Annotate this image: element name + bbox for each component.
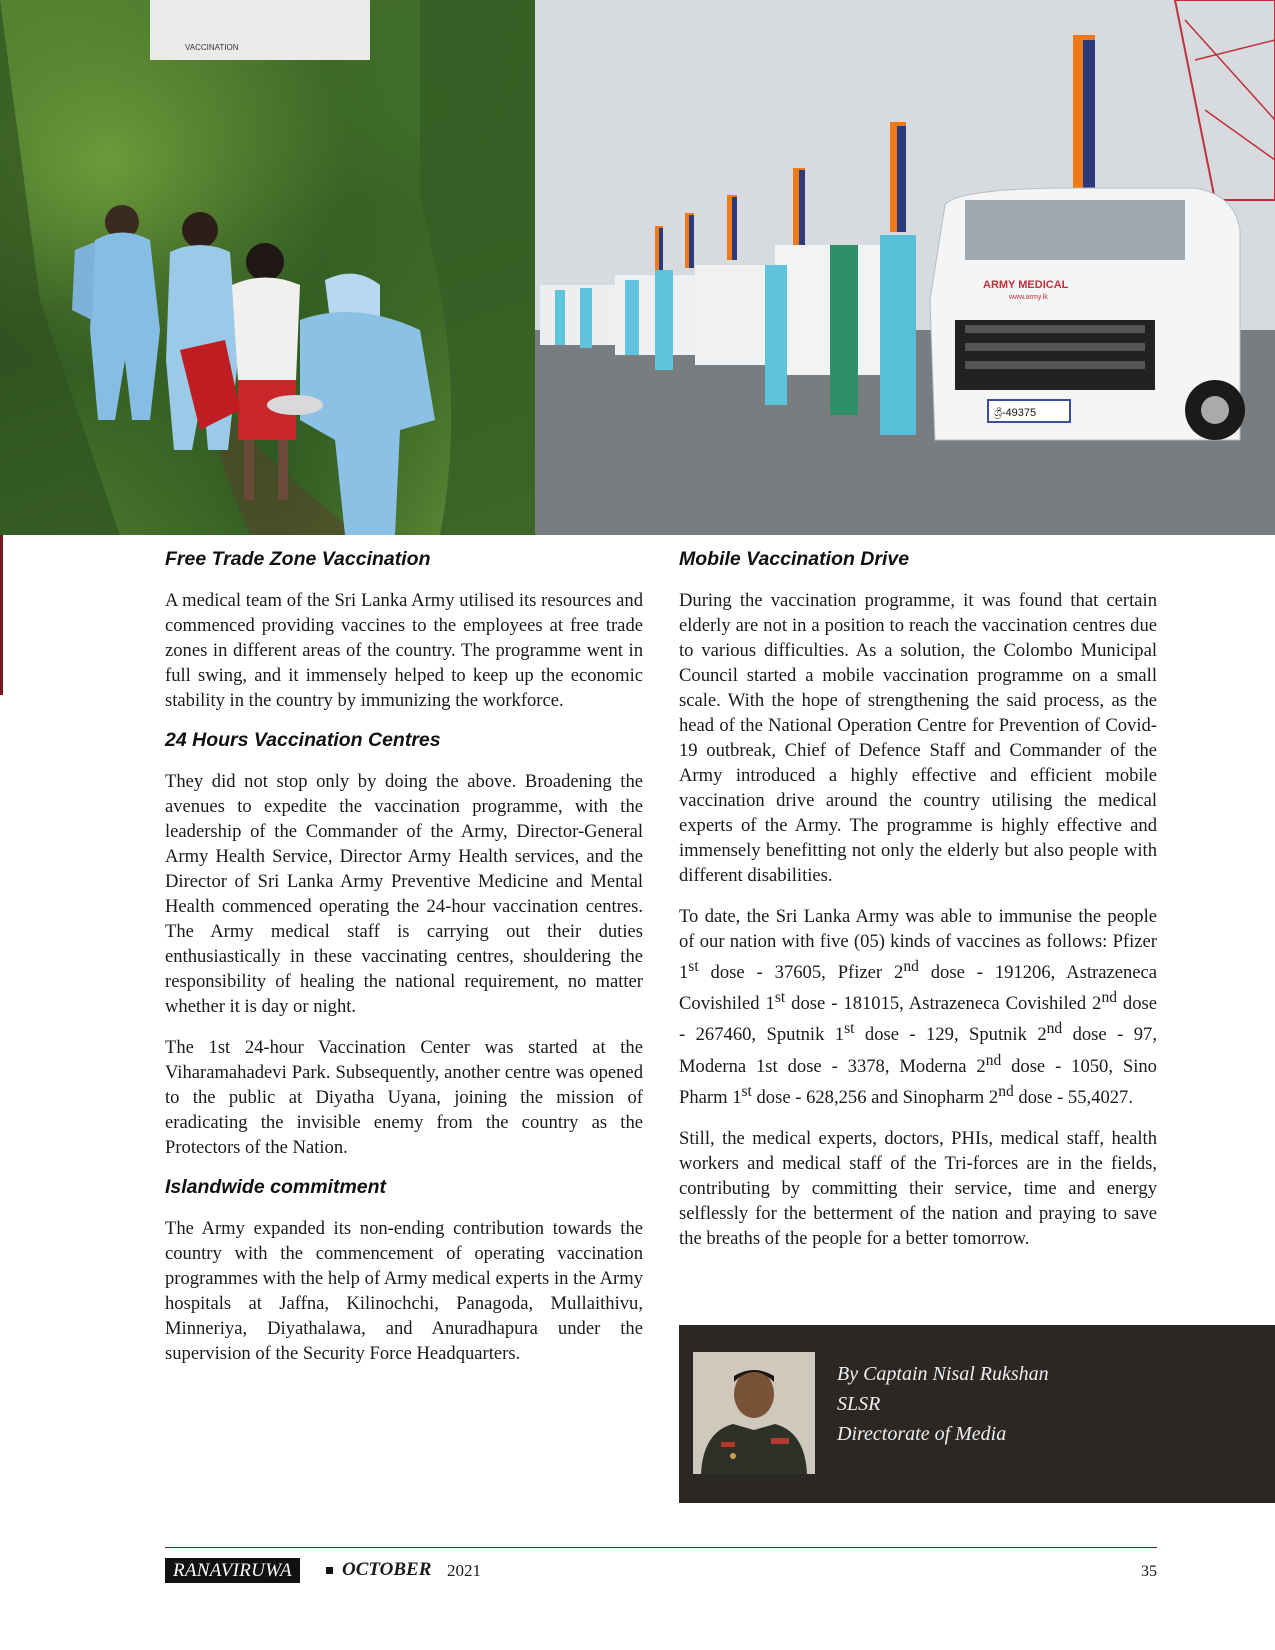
van-label: VACCINATION xyxy=(185,43,239,52)
photo-mobile-vaccination-vans xyxy=(535,0,1275,535)
author-box xyxy=(679,1325,1275,1503)
person-in-ppe-1 xyxy=(72,205,160,420)
paragraph-vaccine-doses: To date, the Sri Lanka Army was able to immunise the people of our nation with five (05) kinds of vaccines as follows: Pfizer 1st dose - 37605, Pfizer 2nd dose - 191206, Astrazeneca Covishiled 1st dose - 181015, Astrazeneca Covishiled 2nd dose - 267460, Sputnik 1st dose - 129, Sputnik 2nd dose - 97, Moderna 1st dose - 3378, Moderna 2nd dose - 1050, Sino Pharm 1st dose - 628,256 and Sinopharm 2nd dose - 55,4027. xyxy=(679,906,1158,1108)
author-name: By Captain Nisal Rukshan xyxy=(837,1363,1049,1385)
author-regiment: SLSR xyxy=(837,1393,881,1415)
main-van xyxy=(930,188,1245,440)
photo-left-illustration xyxy=(0,0,535,535)
paragraph-24-hours-1: They did not stop only by doing the above. Broadening the avenues to expedite the vaccination programme, with the leadership of the Commander of the Army, Director-General Army Health Service, Director Army Health services, and the Director of Sri Lanka Army Preventive Medicine and Mental Health commenced operating the 24-hour vaccination centres. The Army medical staff is carrying out their duties enthusiastically in these vaccinating centres, shouldering the responsibility of healing the national requirement, no matter whether it is day or night. xyxy=(165,771,643,1017)
footer-year: 2021 xyxy=(447,1561,481,1580)
left-column xyxy=(165,548,643,1382)
van-web: www.army.lk xyxy=(1009,294,1048,301)
author-portrait-icon xyxy=(693,1352,815,1474)
heading-islandwide: Islandwide commitment xyxy=(165,1176,387,1198)
paragraph-mobile-vaccination: During the vaccination programme, it was found that certain elderly are not in a position to reach the vaccination centres due to various difficulties. As a solution, the Colombo Municipal Council started a mobile vaccination programme on a small scale. With the hope of strengthening the said process, as the head of the National Operation Centre for Prevention of Covid-19 outbreak, Chief of Defence Staff and Commander of the Army introduced a highly effective and efficient mobile vaccination drive around the country utilising the medical experts of the Army. The programme is highly effective and immensely benefitting not only the elderly but also people with different disabilities. xyxy=(679,590,1157,886)
page-number: 35 xyxy=(1141,1563,1157,1580)
right-column xyxy=(679,548,1157,1267)
footer-magazine-name: RANAVIRUWA xyxy=(165,1558,300,1583)
footer-bullet-icon xyxy=(326,1567,333,1574)
footer-month: OCTOBER xyxy=(342,1559,432,1580)
paragraph-closing: Still, the medical experts, doctors, PHIs, medical staff, health workers and medical staff of the Tri-forces are in the fields, contributing by committing their service, time and energy selflessly for the betterment of the nation and praying to save the breaths of the people for a better tomorrow. xyxy=(679,1127,1157,1249)
left-margin-accent xyxy=(0,535,3,695)
van-sign: ARMY MEDICAL xyxy=(983,279,1069,291)
paragraph-24-hours-2: The 1st 24-hour Vaccination Center was started at the Viharamahadevi Park. Subsequently, another centre was opened to the public at Diyatha Uyana, joining the mission of eradicating the invisible enemy from the country as the Protectors of the Nation. xyxy=(165,1037,643,1158)
paragraph-free-trade-zone: A medical team of the Sri Lanka Army utilised its resources and commenced providing vaccines to the employees at free trade zones in different areas of the country. The programme went in full swing, and it immensely helped to keep up the economic stability in the country by immunizing the workforce. xyxy=(165,590,643,711)
heading-24-hours-centres: 24 Hours Vaccination Centres xyxy=(165,729,441,751)
photo-vaccination-team-walking xyxy=(0,0,535,535)
author-photo xyxy=(693,1352,815,1474)
heading-mobile-vaccination: Mobile Vaccination Drive xyxy=(679,548,910,570)
author-directorate: Directorate of Media xyxy=(837,1423,1007,1445)
photo-right-illustration xyxy=(535,0,1275,535)
footer-divider xyxy=(165,1547,1157,1548)
white-van-shape xyxy=(150,0,370,60)
van-plate: ශ්‍රී-49375 xyxy=(994,407,1037,419)
author-credit xyxy=(837,1359,1049,1449)
heading-free-trade-zone: Free Trade Zone Vaccination xyxy=(165,548,431,570)
paragraph-islandwide: The Army expanded its non-ending contribution towards the country with the commencement of operating vaccination programmes with the help of Army medical experts in the Army hospitals at Jaffna, Kilinochchi, Panagoda, Mullaithivu, Minneriya, Diyathalawa, and Anuradhapura under the supervision of the Security Force Headquarters. xyxy=(165,1218,643,1364)
